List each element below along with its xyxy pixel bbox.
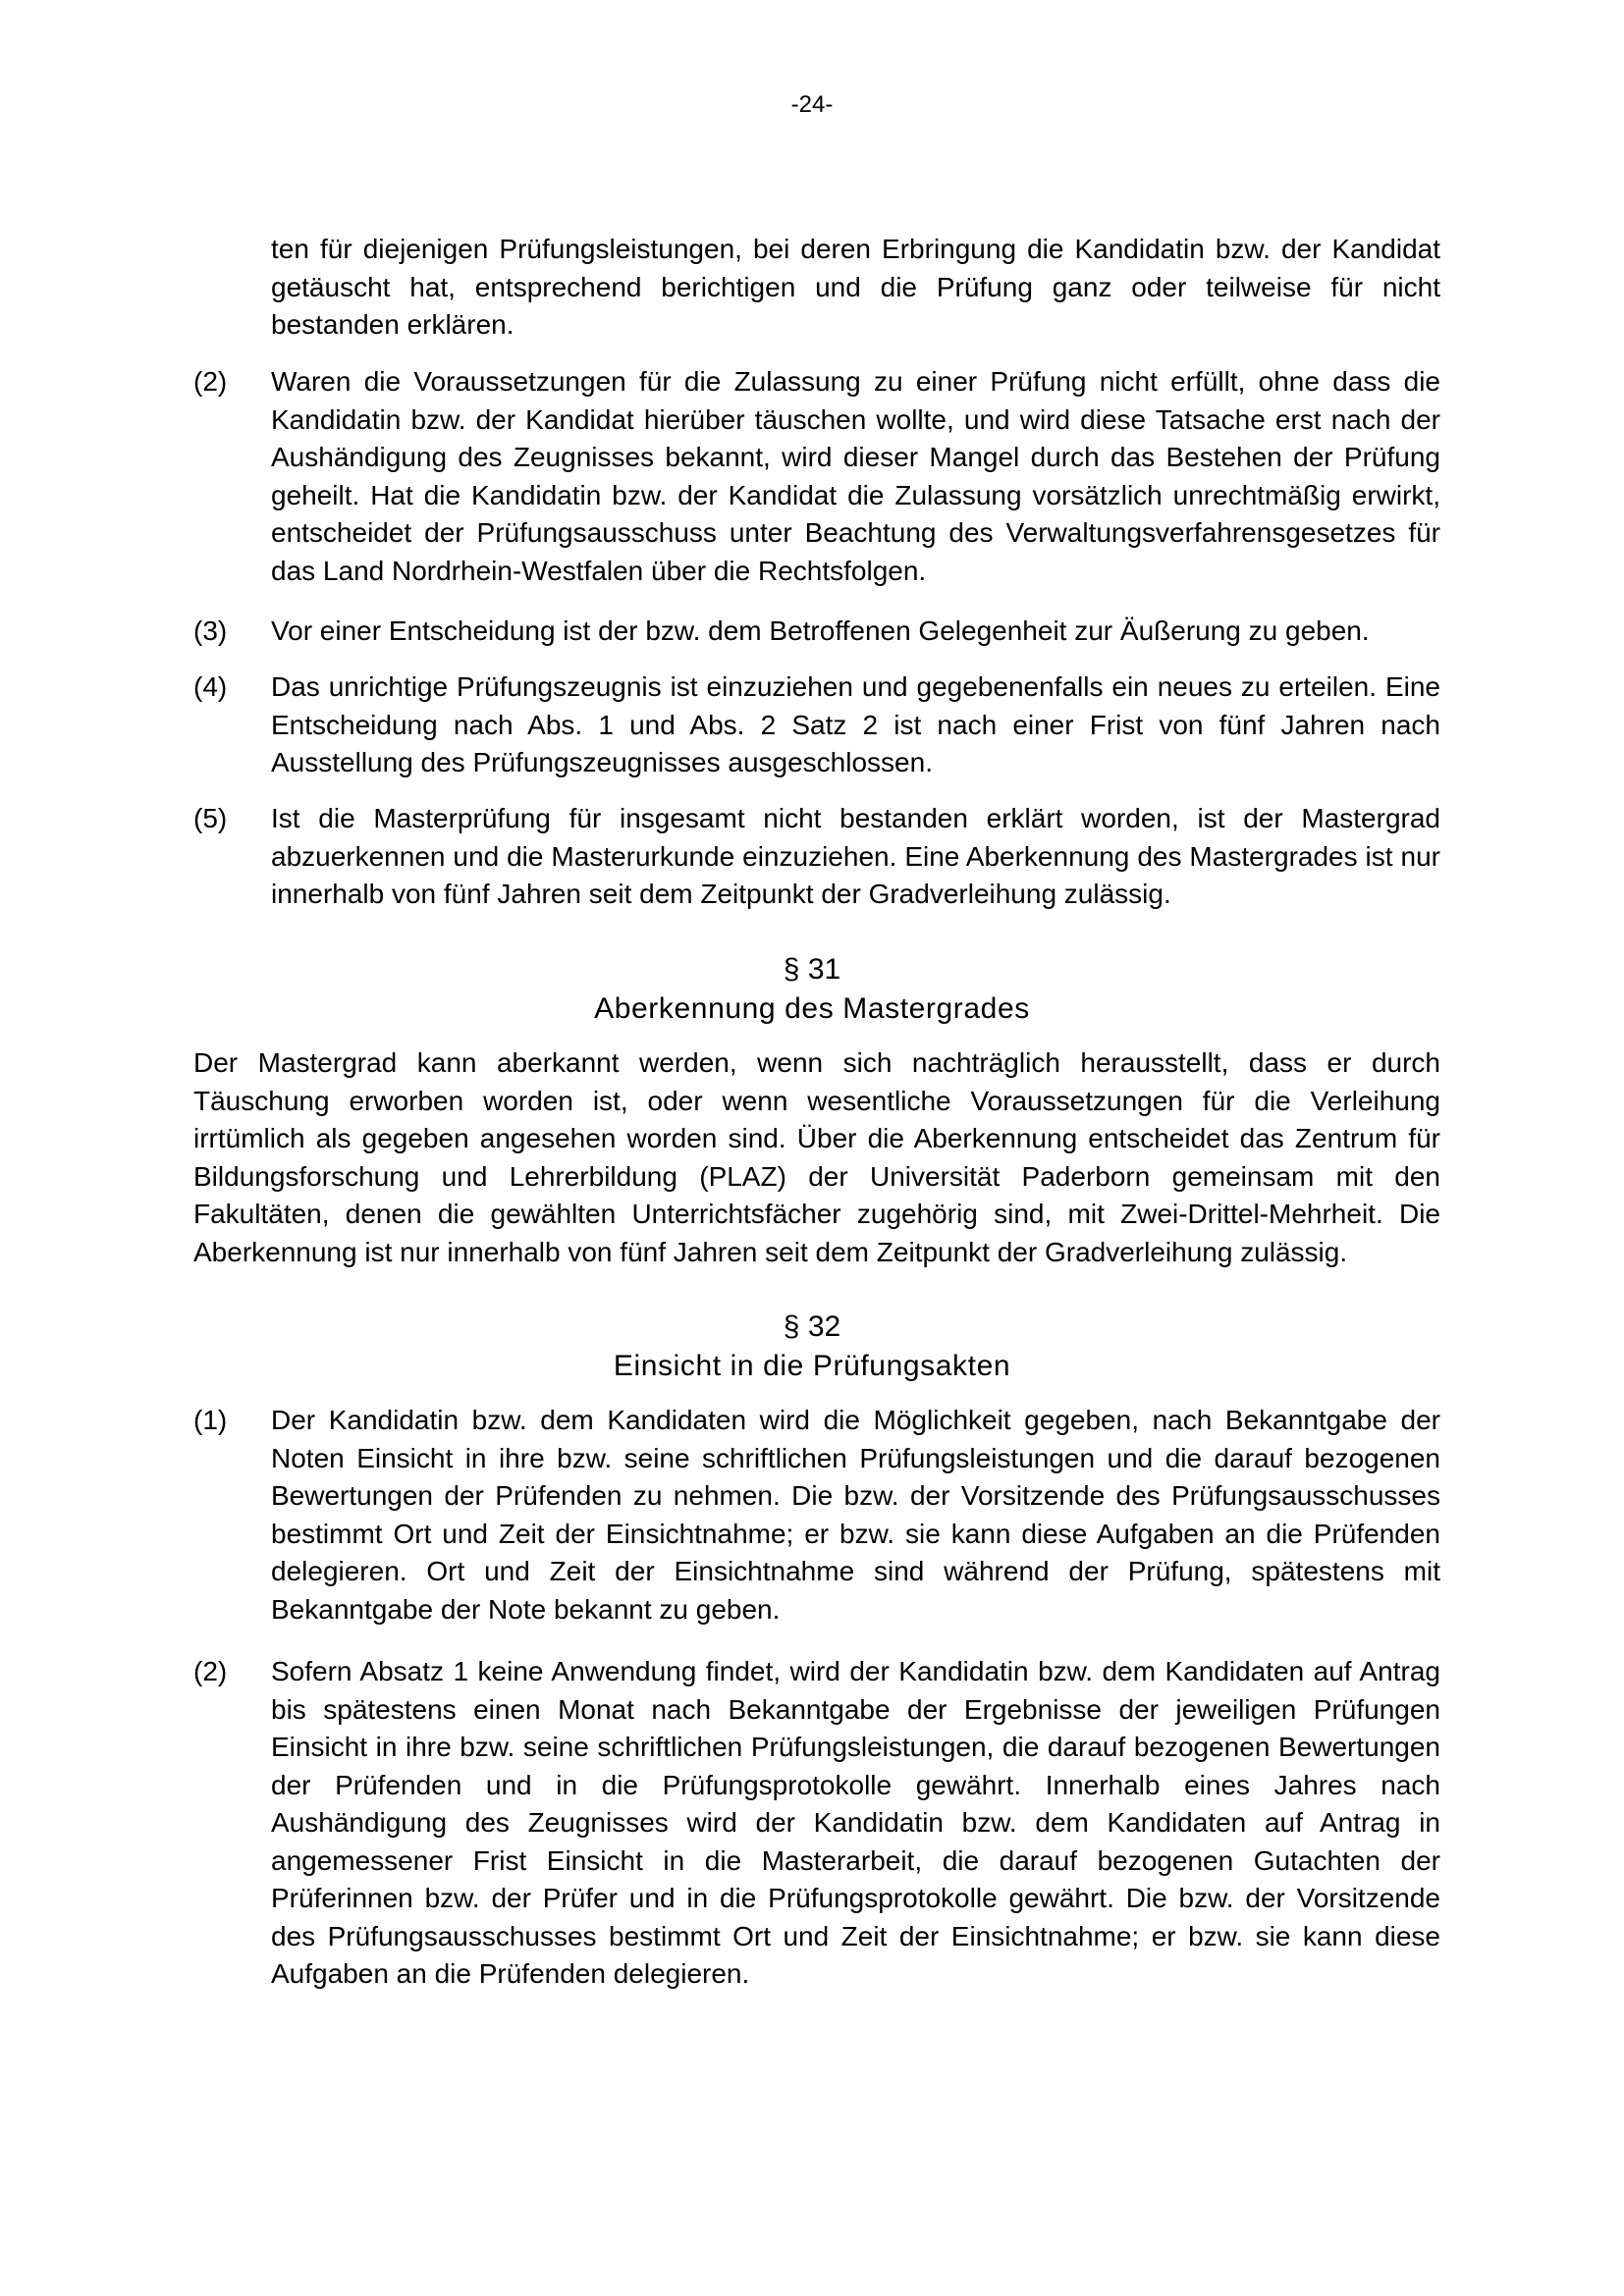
section32-title: Einsicht in die Prüfungsakten	[613, 1350, 1011, 1382]
item-text: Das unrichtige Prüfungszeugnis ist einzuziehen und gegebenenfalls ein neues zu erteilen. Eine Entscheidung nach Abs. 1 und Abs. 2 Satz 2 ist nach einer Frist von fünf Jahren nach Ausstellung des Prüfungszeugnisses ausgeschlossen.	[271, 671, 1440, 777]
item-number: (2)	[193, 366, 228, 397]
section31-paragraph: Der Mastergrad kann aberkannt werden, wenn sich nachträglich herausstellt, dass er durch Täuschung erworben worden ist, oder wenn wesentliche Voraussetzungen für die Verleihung irrtümlich als gegeben angesehen worden sind. Über die Aberkennung entscheidet das Zentrum für Bildungsforschung und Lehrerbildung (PLAZ) der Universität Paderborn gemeinsam mit den Fakultäten, denen die gewählten Unterrichtsfächer zugehörig sind, mit Zwei-Drittel-Mehrheit. Die Aberkennung ist nur innerhalb von fünf Jahren seit dem Zeitpunkt der Gradverleihung zulässig.	[193, 1047, 1440, 1267]
continuation-paragraph: ten für diejenigen Prüfungsleistungen, bei deren Erbringung die Kandidatin bzw. der Kandidat getäuscht hat, entsprechend berichtigen und die Prüfung ganz oder teilweise für nicht bestanden erklären.	[271, 234, 1440, 340]
item-text: Vor einer Entscheidung ist der bzw. dem Betroffenen Gelegenheit zur Äußerung zu geben.	[271, 615, 1370, 646]
section31-title: Aberkennung des Mastergrades	[594, 992, 1030, 1025]
item-text: Waren die Voraussetzungen für die Zulassung zu einer Prüfung nicht erfüllt, ohne dass die Kandidatin bzw. der Kandidat hierüber täuschen wollte, und wird diese Tatsache erst nach der Aushändigung des Zeugnisses bekannt, wird dieser Mangel durch das Bestehen der Prüfung geheilt. Hat die Kandidatin bzw. der Kandidat die Zulassung vorsätzlich unrechtmäßig erwirkt, entscheidet der Prüfungsausschuss unter Beachtung des Verwaltungsverfahrensgesetzes für das Land Nordrhein-Westfalen über die Rechtsfolgen.	[271, 366, 1440, 586]
section30-item-2	[193, 363, 1440, 590]
page-number: -24-	[790, 91, 834, 118]
section31-number: § 31	[783, 953, 841, 986]
section30-item-4	[193, 668, 1440, 782]
section32-item-2	[193, 1653, 1440, 1994]
section32-number: § 32	[783, 1310, 841, 1343]
item-number: (1)	[193, 1405, 228, 1435]
section32-item-1	[193, 1402, 1440, 1629]
item-text: Sofern Absatz 1 keine Anwendung findet, wird der Kandidatin bzw. dem Kandidaten auf Antrag bis spätestens einen Monat nach Bekanntgabe der Ergebnisse der jeweiligen Prüfungen Einsicht in ihre bzw. seine schriftlichen Prüfungsleistungen, die darauf bezogenen Bewertungen der Prüfenden und in die Prüfungsprotokolle gewährt. Innerhalb eines Jahres nach Aushändigung des Zeugnisses wird der Kandidatin bzw. dem Kandidaten auf Antrag in angemessener Frist Einsicht in die Masterarbeit, die darauf bezogenen Gutachten der Prüferinnen bzw. der Prüfer und in die Prüfungsprotokolle gewährt. Die bzw. der Vorsitzende des Prüfungsausschusses bestimmt Ort und Zeit der Einsichtnahme; er bzw. sie kann diese Aufgaben an die Prüfenden delegieren.	[271, 1656, 1440, 1989]
section30-item-3	[193, 613, 1440, 651]
section30-item-5	[193, 800, 1440, 914]
item-number: (3)	[193, 615, 228, 646]
item-number: (4)	[193, 671, 228, 702]
item-number: (2)	[193, 1656, 228, 1686]
item-text: Der Kandidatin bzw. dem Kandidaten wird die Möglichkeit gegeben, nach Bekanntgabe der Noten Einsicht in ihre bzw. seine schriftlichen Prüfungsleistungen und die darauf bezogenen Bewertungen der Prüfenden zu nehmen. Die bzw. der Vorsitzende des Prüfungsausschusses bestimmt Ort und Zeit der Einsichtnahme; er bzw. sie kann diese Aufgaben an die Prüfenden delegieren. Ort und Zeit der Einsichtnahme sind während der Prüfung, spätestens mit Bekanntgabe der Note bekannt zu geben.	[271, 1405, 1440, 1625]
item-text: Ist die Masterprüfung für insgesamt nicht bestanden erklärt worden, ist der Mastergrad abzuerkennen und die Masterurkunde einzuziehen. Eine Aberkennung des Mastergrades ist nur innerhalb von fünf Jahren seit dem Zeitpunkt der Gradverleihung zulässig.	[271, 803, 1440, 909]
item-number: (5)	[193, 803, 228, 833]
